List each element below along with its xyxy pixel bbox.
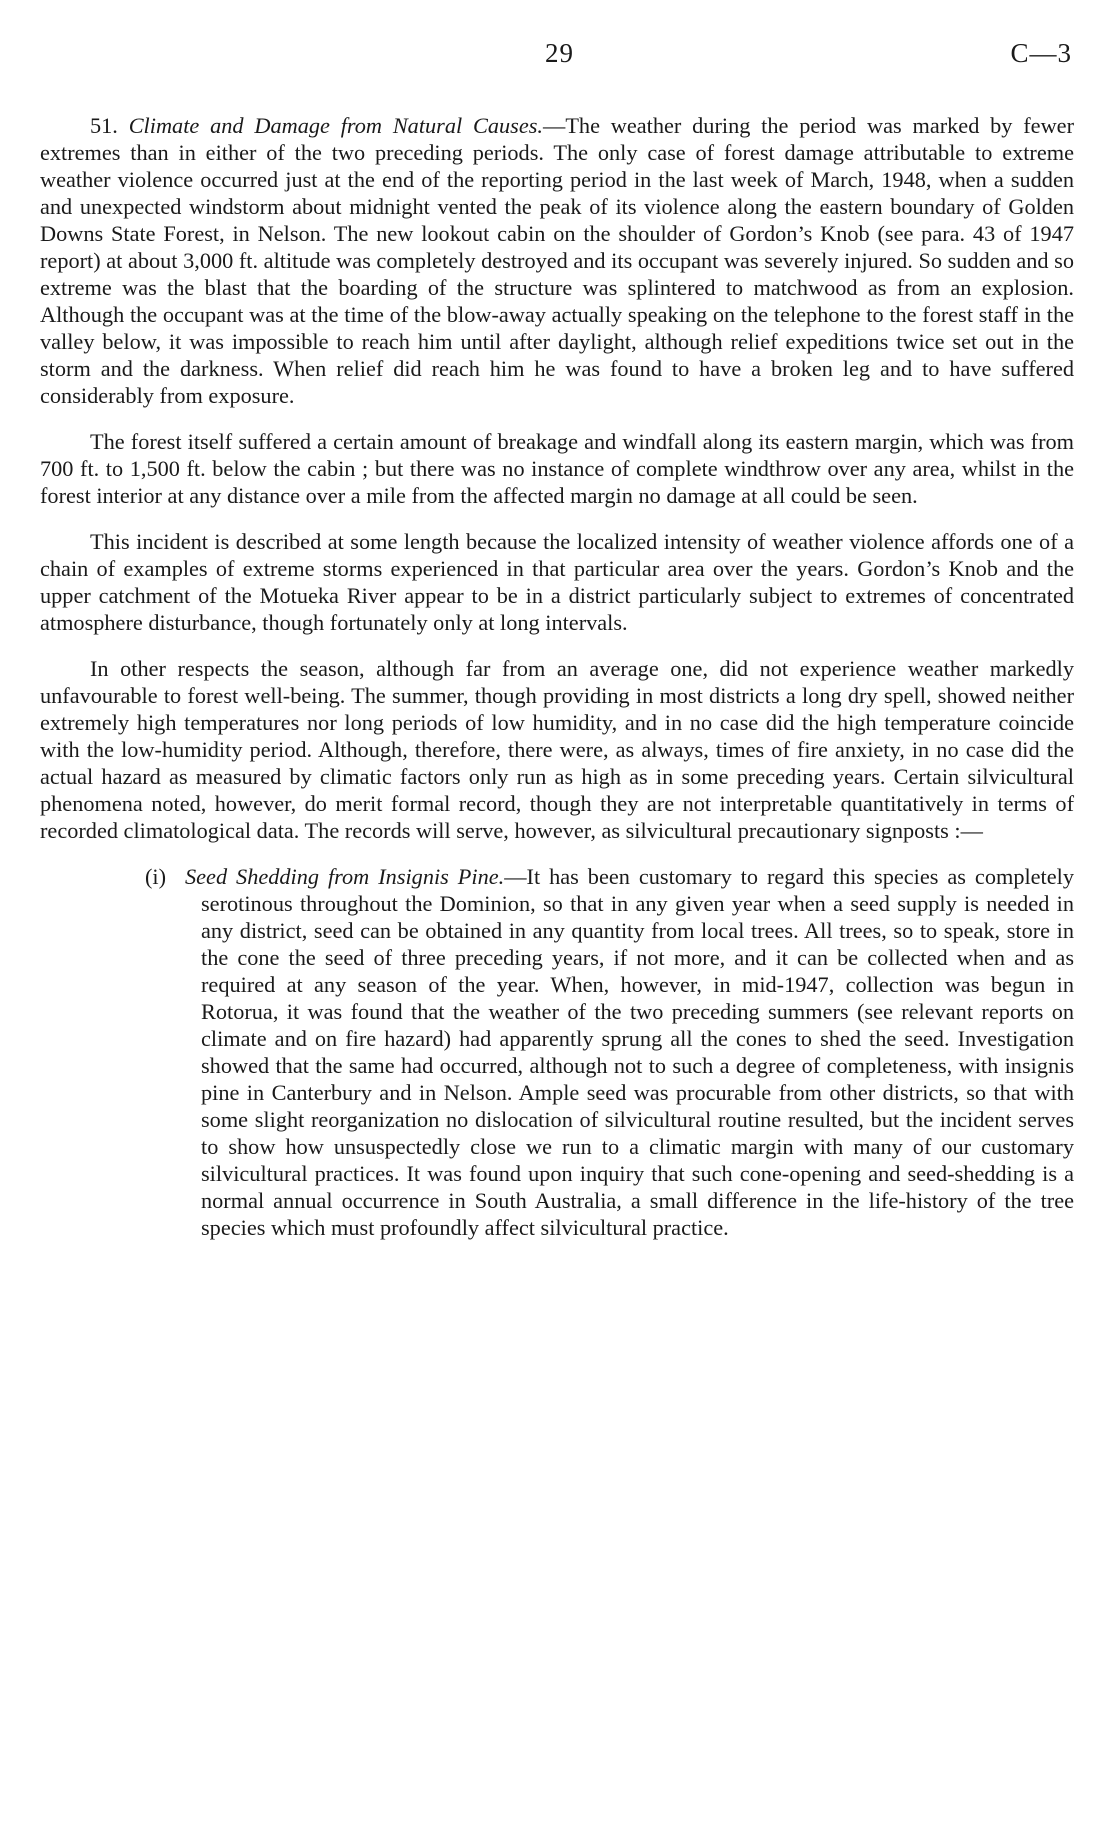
document-reference: C—3: [1010, 38, 1072, 68]
section-paragraph-3: This incident is described at some length because the localized intensity of weather violence affords one of a chain of examples of extreme storms experienced in that particular area over the years. Gordon’s Knob and the upper catchment of the Motueka River appear to be in a district particularly subject to extremes of concentrated atmosphere disturbance, though fortunately only at long intervals.: [40, 529, 1074, 635]
list-item-text: It has been customary to regard this species as completely serotinous throughout the Dominion, so that in any given year when a seed supply is needed in any district, seed can be obtained in any quantity from local trees. All trees, so to speak, store in the cone the seed of three preceding years, if not more, and it can be collected when and as required at any season of the year. When, however, in mid-1947, collection was begun in Rotorua, it was found that the weather of the two preceding summers (see relevant reports on climate and on fire hazard) had apparently sprung all the cones to shed the seed. Investigation showed that the same had occurred, although not to such a degree of completeness, with insignis pine in Canterbury and in Nelson. Ample seed was procurable from other districts, so that with some slight reorganization no dislocation of silvicultural routine resulted, but the incident serves to show how unsuspectedly close we run to a climatic margin with many of our customary silvicultural practices. It was found upon inquiry that such cone-opening and seed-shedding is a normal annual occurrence in South Australia, a small difference in the life-history of the tree species which must profoundly affect silvicultural practice.: [201, 864, 1074, 1240]
list-item-dash: —: [504, 864, 527, 889]
page-header: [0, 38, 1114, 78]
section-title: Climate and Damage from Natural Causes.: [128, 113, 544, 138]
section-title-dash: —: [543, 113, 566, 138]
list-item: [145, 863, 1074, 1241]
section-number: 51.: [90, 113, 118, 138]
section-paragraph-1: [40, 112, 1074, 409]
paragraph-text: The weather during the period was marked by fewer extremes than in either of the two preceding periods. The only case of forest damage attributable to extreme weather violence occurred just at the end of the reporting period in the last week of March, 1948, when a sudden and unexpected windstorm about midnight vented the peak of its violence along the eastern boundary of Golden Downs State Forest, in Nelson. The new lookout cabin on the shoulder of Gordon’s Knob (see para. 43 of 1947 report) at about 3,000 ft. altitude was completely destroyed and its occupant was severely injured. So sudden and so extreme was the blast that the boarding of the structure was splintered to matchwood as from an explosion. Although the occupant was at the time of the blow-away actually speaking on the telephone to the forest staff in the valley below, it was impossible to reach him until after daylight, although relief expeditions twice set out in the storm and the darkness. When relief did reach him he was found to have a broken leg and to have suffered considerably from exposure.: [40, 113, 1075, 408]
list-item-title: Seed Shedding from Insignis Pine.: [185, 864, 505, 889]
list-item-marker: (i): [145, 864, 167, 889]
document-body: [40, 112, 1074, 1241]
section-paragraph-2: The forest itself suffered a certain amount of breakage and windfall along its eastern margin, which was from 700 ft. to 1,500 ft. below the cabin ; but there was no instance of complete windthrow over any area, whilst in the forest interior at any distance over a mile from the affected margin no damage at all could be seen.: [40, 429, 1074, 508]
page-number: 29: [545, 38, 574, 68]
section-paragraph-4: In other respects the season, although far from an average one, did not experience weather markedly unfavourable to forest well-being. The summer, though providing in most districts a long dry spell, showed neither extremely high temperatures nor long periods of low humidity, and in no case did the high temperature coincide with the low-humidity period. Although, therefore, there were, as always, times of fire anxiety, in no case did the actual hazard as measured by climatic factors only run as high as in some preceding years. Certain silvicultural phenomena noted, however, do merit formal record, though they are not interpretable quantitatively in terms of recorded climatological data. The records will serve, however, as silvicultural precautionary signposts :—: [40, 656, 1074, 843]
